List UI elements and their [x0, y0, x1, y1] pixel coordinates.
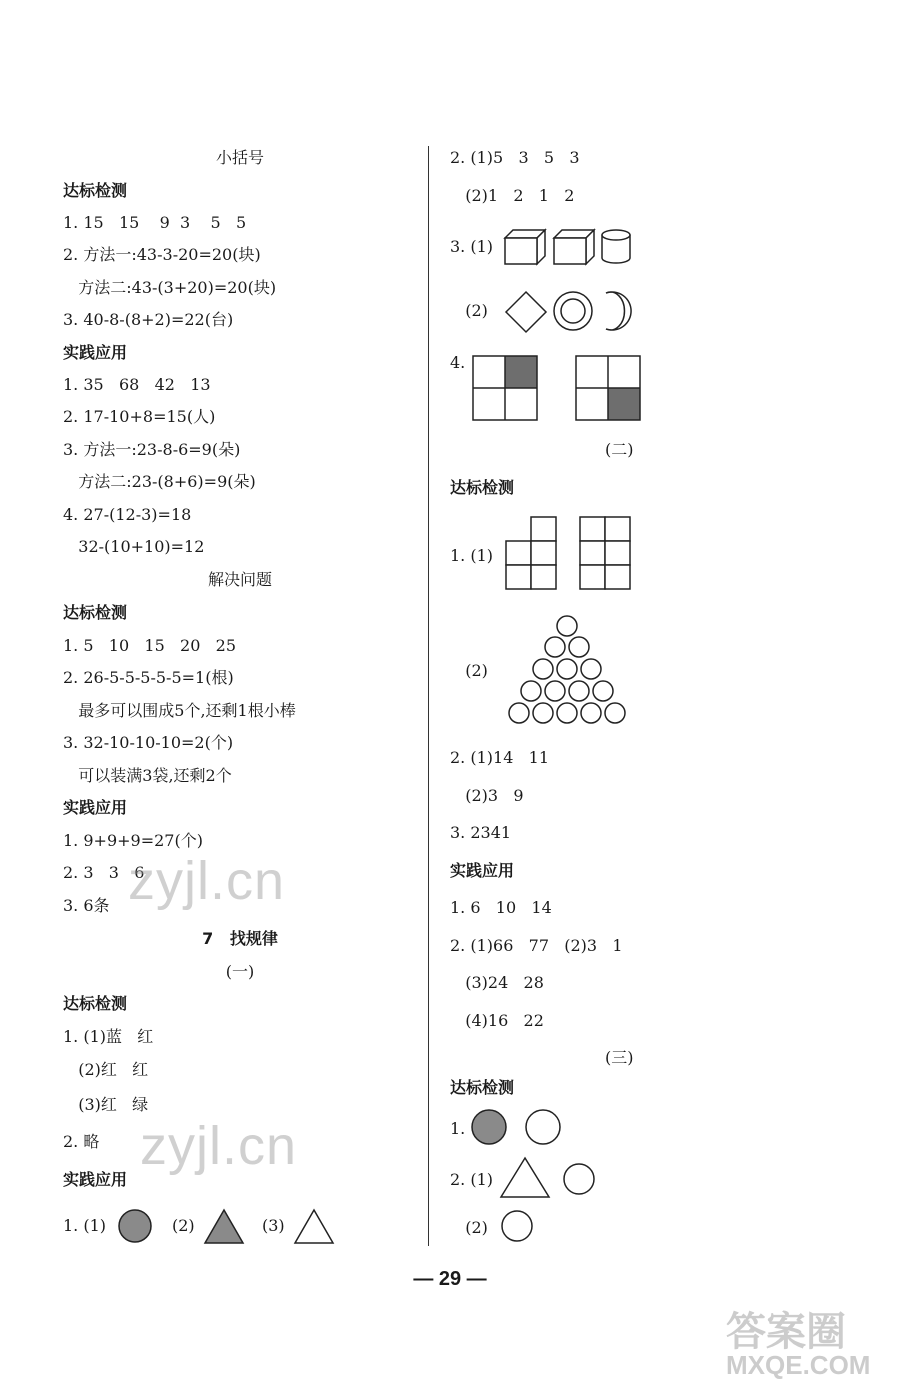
heading-check: 达标检测	[63, 181, 128, 200]
answer-line: 32-(10+10)=12	[63, 537, 205, 556]
gray-triangle-icon	[204, 1208, 246, 1246]
white-circle-icon	[562, 1162, 598, 1198]
answer-line: (2)红 红	[63, 1060, 149, 1079]
grid-shaded-bottom-right-icon	[575, 355, 643, 423]
cube-icon	[503, 228, 547, 266]
answer-line: 1.	[450, 1119, 466, 1138]
grid-shaded-top-right-icon	[472, 355, 540, 423]
answer-line: (2)3 9	[450, 786, 524, 805]
answer-line: 1. 6 10 14	[450, 898, 552, 917]
answer-line: 4. 27-(12-3)=18	[63, 505, 192, 524]
heading-check: 达标检测	[63, 994, 128, 1013]
heading-check: 达标检测	[63, 603, 128, 622]
answer-line: 3. 方法一:23-8-6=9(朵)	[63, 440, 241, 459]
block-grid-pattern-icon	[579, 516, 633, 592]
heading-practice: 实践应用	[63, 798, 128, 817]
gray-circle-icon	[117, 1208, 155, 1246]
ring-icon	[552, 290, 596, 334]
answer-line: 2. (1)5 3 5 3	[450, 148, 580, 167]
watermark: zyjl.cn	[128, 851, 286, 911]
section-title-problems: 解决问题	[207, 570, 272, 589]
crescent-moon-icon	[598, 290, 632, 334]
white-circle-icon	[524, 1108, 564, 1148]
answer-line: (2)	[450, 1218, 488, 1237]
answer-line: 1. (1)	[63, 1216, 107, 1235]
answer-line: (2)	[450, 661, 488, 680]
answer-line: (4)16 22	[450, 1011, 544, 1030]
subsection-title: (二)	[605, 440, 634, 459]
answer-line: 3. (1)	[450, 237, 494, 256]
heading-check: 达标检测	[450, 1078, 515, 1097]
circle-triangle-pattern-icon	[506, 614, 630, 728]
answer-line: 2. (1)	[450, 1170, 494, 1189]
heading-practice: 实践应用	[450, 861, 515, 880]
heading-practice: 实践应用	[63, 343, 128, 362]
block-stack-pattern-icon	[505, 516, 559, 592]
answer-line: 2. 方法一:43-3-20=20(块)	[63, 245, 261, 264]
answer-line: 1. 5 10 15 20 25	[63, 636, 236, 655]
cube-icon	[552, 228, 596, 266]
answer-line: 方法二:23-(8+6)=9(朵)	[63, 472, 256, 491]
watermark-site: MXQE.COM	[726, 1350, 871, 1380]
answer-line: 2. 略	[63, 1132, 100, 1151]
answer-line: 1. 15 15 9 3 5 5	[63, 213, 247, 232]
white-triangle-icon	[500, 1156, 552, 1200]
heading-check: 达标检测	[450, 478, 515, 497]
cylinder-icon	[600, 228, 632, 266]
watermark: zyjl.cn	[140, 1116, 298, 1176]
answer-line: 2. 26-5-5-5-5-5=1(根)	[63, 668, 234, 687]
watermark-logo: 答案圈	[726, 1310, 846, 1354]
answer-line: 最多可以围成5个,还剩1根小棒	[63, 701, 296, 720]
answer-line: (3)24 28	[450, 973, 544, 992]
answer-line: 方法二:43-(3+20)=20(块)	[63, 278, 277, 297]
answer-line: 2. 17-10+8=15(人)	[63, 407, 216, 426]
diamond-icon	[504, 290, 548, 334]
heading-practice: 实践应用	[63, 1170, 128, 1189]
white-circle-icon	[500, 1209, 536, 1245]
subsection-title: (三)	[605, 1048, 634, 1067]
answer-line: 2. (1)66 77 (2)3 1	[450, 936, 623, 955]
answer-line: 2. (1)14 11	[450, 748, 549, 767]
column-divider	[428, 146, 429, 1246]
answer-line: 1. 35 68 42 13	[63, 375, 211, 394]
chapter-title: 7 找规律	[202, 929, 278, 948]
answer-line: 3. 2341	[450, 823, 512, 842]
answer-line: (3)	[262, 1216, 285, 1235]
answer-line: (2)	[450, 301, 488, 320]
answer-line: 3. 40-8-(8+2)=22(台)	[63, 310, 234, 329]
page-number: — 29 —	[413, 1268, 487, 1290]
answer-line: 1. 9+9+9=27(个)	[63, 831, 203, 850]
answer-line: 4.	[450, 353, 466, 372]
answer-line: 3. 32-10-10-10=2(个)	[63, 733, 234, 752]
section-title-brackets: 小括号	[215, 148, 264, 167]
answer-line: (2)1 2 1 2	[450, 186, 575, 205]
answer-line: 1. (1)	[450, 546, 494, 565]
answer-line: 2. 3 3 6	[63, 863, 145, 882]
answer-line: (3)红 绿	[63, 1095, 149, 1114]
answer-line: 1. (1)蓝 红	[63, 1027, 154, 1046]
answer-line: 3. 6条	[63, 896, 110, 915]
subsection-title: (一)	[225, 962, 255, 981]
answer-line: (2)	[172, 1216, 195, 1235]
white-triangle-icon	[294, 1208, 336, 1246]
gray-circle-icon	[470, 1108, 510, 1148]
answer-line: 可以装满3袋,还剩2个	[63, 766, 232, 785]
